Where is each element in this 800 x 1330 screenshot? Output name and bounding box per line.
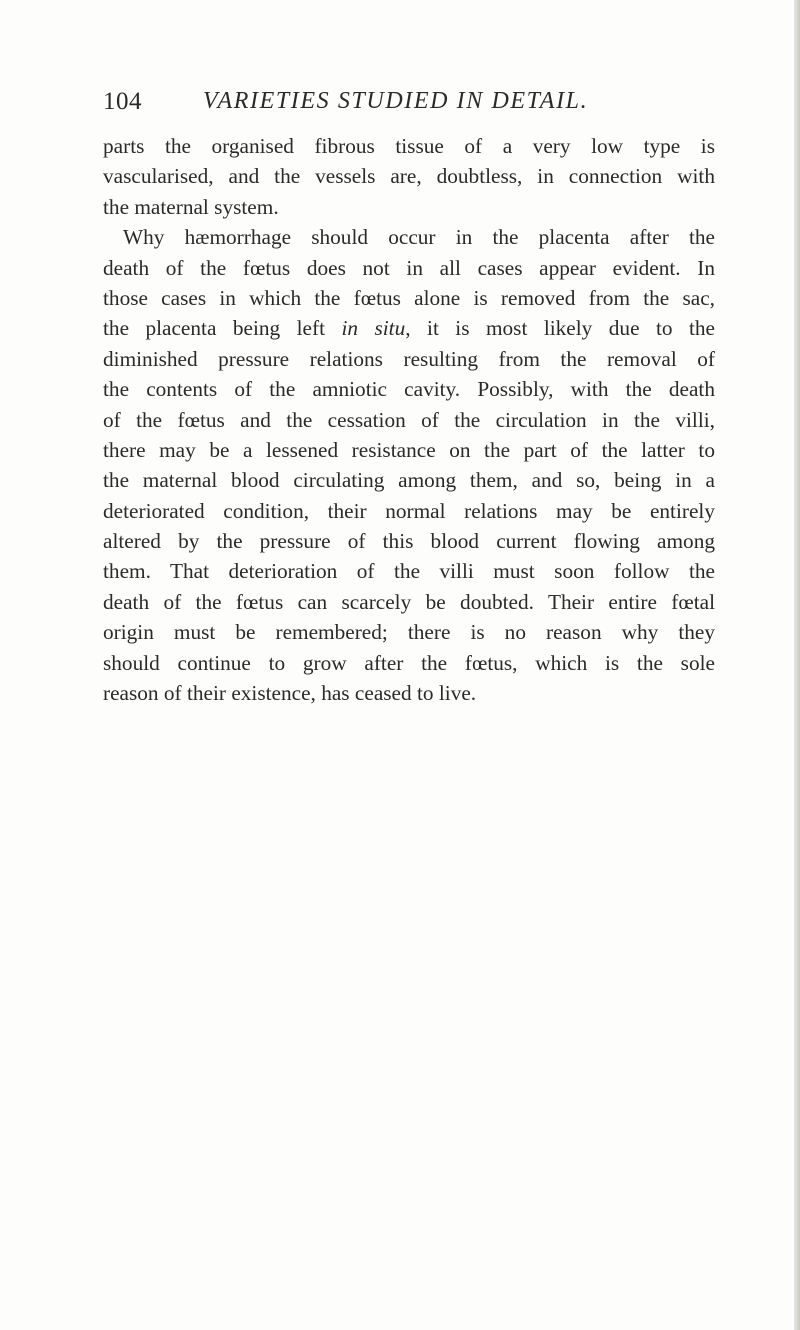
text-line: the placenta being left in situ, it is most likely due to the [103, 316, 716, 341]
text-line: them. That deterioration of the villi must soon follow the [103, 559, 715, 584]
text-line: parts the organised fibrous tissue of a very low type is [103, 134, 715, 158]
text-line: death of the fœtus can scarcely be doubted. Their entire fœtal [103, 589, 715, 614]
text-line: of the fœtus and the cessation of the circulation in the villi, [103, 407, 715, 432]
text-line: the maternal system. [103, 194, 279, 219]
paragraph [103, 222, 715, 708]
text-line: death of the fœtus does not in all cases appear evident. In [103, 255, 715, 280]
text-line: altered by the pressure of this blood current flowing among [103, 529, 715, 554]
text-line: the maternal blood circulating among them, and so, being in a [103, 468, 715, 493]
page-edge-shadow [794, 0, 800, 1330]
text-line: the contents of the amniotic cavity. Possibly, with the death [103, 377, 715, 402]
text-line: vascularised, and the vessels are, doubtless, in connection with [103, 164, 715, 189]
text-line: Why hæmorrhage should occur in the placenta after the [123, 225, 715, 250]
paragraph [103, 131, 715, 222]
text-line: should continue to grow after the fœtus, which is the sole [103, 650, 715, 675]
text-line: there may be a lessened resistance on the part of the latter to [103, 437, 715, 462]
text-line: diminished pressure relations resulting from the removal of [103, 346, 715, 371]
text-line: origin must be remembered; there is no reason why they [103, 620, 715, 645]
page-number: 104 [103, 88, 142, 115]
text-line: deteriorated condition, their normal relations may be entirely [103, 498, 715, 523]
italic-phrase: in situ [341, 316, 406, 341]
body-text [103, 131, 715, 708]
text-line: reason of their existence, has ceased to live. [103, 681, 477, 706]
running-head: VARIETIES STUDIED IN DETAIL. [203, 88, 589, 114]
page-header [103, 88, 703, 128]
text-line: those cases in which the fœtus alone is removed from the sac, [103, 285, 715, 310]
